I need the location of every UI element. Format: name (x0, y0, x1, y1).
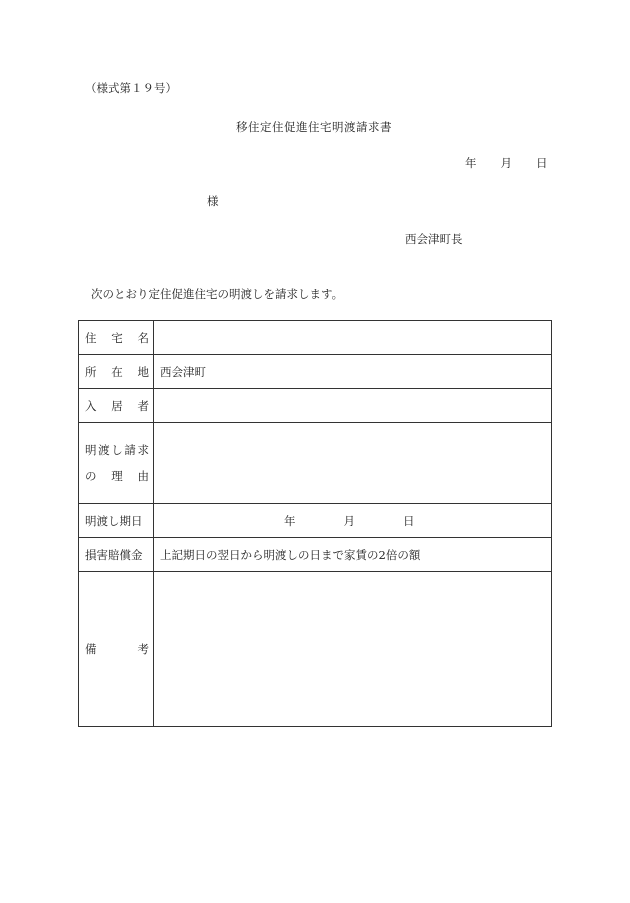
label-reason (79, 423, 154, 504)
label-period: 明渡し期日 (79, 504, 154, 538)
label-char: 所 (85, 364, 97, 379)
period-year-label: 年 (284, 513, 296, 528)
label-char: 考 (137, 642, 149, 656)
label-remarks (79, 572, 154, 727)
form-number: （様式第１９号） (85, 81, 177, 95)
row-resident (79, 389, 552, 423)
row-damages (79, 538, 552, 572)
label-resident (79, 389, 154, 423)
request-statement: 次のとおり定住促進住宅の明渡しを請求します。 (91, 287, 344, 301)
label-house-name (79, 321, 154, 355)
row-location (79, 355, 552, 389)
period-day-label: 日 (403, 513, 415, 528)
period-month-label: 月 (343, 513, 355, 528)
label-char: し (111, 443, 123, 457)
date-day-label: 日 (536, 156, 548, 170)
date-month-label: 月 (500, 156, 512, 170)
remarks-value[interactable] (154, 572, 552, 727)
resident-value[interactable] (154, 389, 552, 423)
label-char: の (85, 469, 97, 483)
label-char: 在 (111, 364, 123, 379)
row-reason (79, 423, 552, 504)
label-char: 居 (111, 398, 123, 413)
issuer-name: 西会津町長 (405, 232, 463, 246)
label-char: 由 (137, 469, 149, 483)
addressee-suffix: 様 (207, 194, 219, 208)
label-char: 住 (85, 330, 97, 345)
date-year-label: 年 (465, 156, 477, 170)
request-table (78, 320, 552, 727)
row-house-name (79, 321, 552, 355)
label-location (79, 355, 154, 389)
damages-value: 上記期日の翌日から明渡しの日まで家賃の2倍の額 (154, 538, 552, 572)
label-char: 求 (137, 443, 149, 457)
label-damages: 損害賠償金 (79, 538, 154, 572)
label-char: 入 (85, 398, 97, 413)
label-char: 請 (124, 443, 136, 457)
label-char: 明 (85, 443, 97, 457)
label-char: 名 (137, 330, 149, 345)
reason-value[interactable] (154, 423, 552, 504)
location-value[interactable]: 西会津町 (154, 355, 552, 389)
label-char: 宅 (111, 330, 123, 345)
label-char: 渡 (98, 443, 110, 457)
label-char: 者 (137, 398, 149, 413)
house-name-value[interactable] (154, 321, 552, 355)
label-char: 地 (137, 364, 149, 379)
row-period (79, 504, 552, 538)
period-value[interactable] (154, 504, 552, 538)
label-char: 備 (85, 642, 97, 656)
issue-date (465, 155, 548, 171)
document-title: 移住定住促進住宅明渡請求書 (236, 120, 392, 134)
label-char: 理 (111, 469, 123, 483)
row-remarks (79, 572, 552, 727)
